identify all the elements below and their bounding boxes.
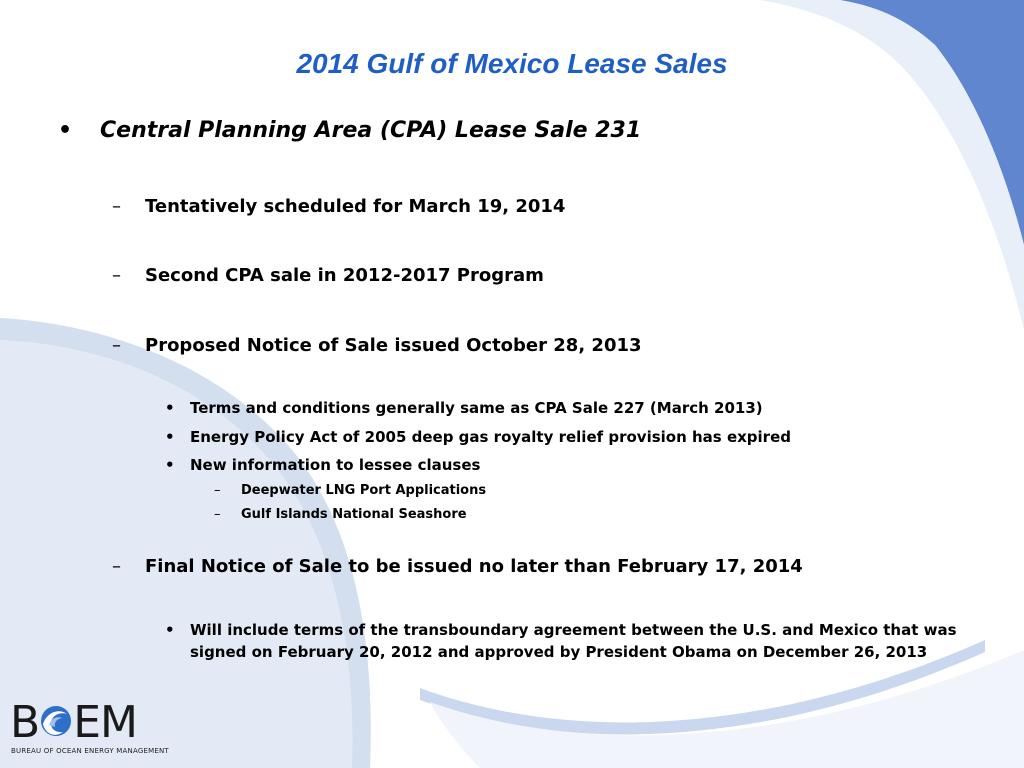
dash-marker: – (214, 507, 221, 522)
sub-bullet-text: Final Notice of Sale to be issued no later than February 17, 2014 (145, 556, 803, 577)
clause-text: Deepwater LNG Port Applications (241, 483, 487, 498)
logo-letter-b: B (10, 697, 40, 748)
sub-bullet-text: Second CPA sale in 2012-2017 Program (145, 265, 544, 286)
bullet-marker: • (165, 399, 175, 417)
bullet-marker: • (165, 428, 175, 446)
detail-transboundary (165, 619, 965, 663)
clause-lng-port (214, 483, 486, 498)
sub-bullet-program (112, 265, 544, 286)
sub-bullet-proposed-notice (112, 335, 642, 356)
detail-text: Energy Policy Act of 2005 deep gas royalty relief provision has expired (190, 428, 791, 446)
logo-subtitle: BUREAU OF OCEAN ENERGY MANAGEMENT (11, 747, 169, 755)
detail-text: Terms and conditions generally same as CPA Sale 227 (March 2013) (190, 399, 763, 417)
detail-royalty-relief (165, 426, 791, 448)
detail-terms (165, 397, 763, 419)
dash-marker: – (112, 335, 121, 356)
detail-text: Will include terms of the transboundary agreement between the U.S. and Mexico that was signed on February 20, 2012 and approved by President Obama on December 26, 2013 (190, 621, 957, 661)
dash-marker: – (112, 196, 121, 217)
sub-bullet-text: Tentatively scheduled for March 19, 2014 (145, 196, 566, 217)
bullet-marker: • (165, 456, 175, 474)
wave-icon (39, 700, 73, 740)
logo-letters-em: EM (73, 697, 137, 748)
sub-bullet-final-notice (112, 556, 803, 577)
clause-gulf-islands (214, 507, 467, 522)
boem-logo (10, 697, 169, 762)
main-bullet-text: Central Planning Area (CPA) Lease Sale 231 (100, 118, 642, 143)
logo-wordmark (10, 697, 137, 748)
sub-bullet-schedule (112, 196, 565, 217)
detail-text: New information to lessee clauses (190, 456, 481, 474)
clause-text: Gulf Islands National Seashore (241, 507, 467, 522)
bullet-marker: • (165, 621, 175, 639)
dash-marker: – (112, 265, 121, 286)
detail-lessee-clauses (165, 454, 480, 476)
main-bullet (58, 118, 641, 143)
dash-marker: – (112, 556, 121, 577)
slide-title: 2014 Gulf of Mexico Lease Sales (296, 48, 728, 79)
dash-marker: – (214, 483, 221, 498)
bullet-marker: • (58, 118, 73, 143)
sub-bullet-text: Proposed Notice of Sale issued October 28, 2013 (145, 335, 642, 356)
